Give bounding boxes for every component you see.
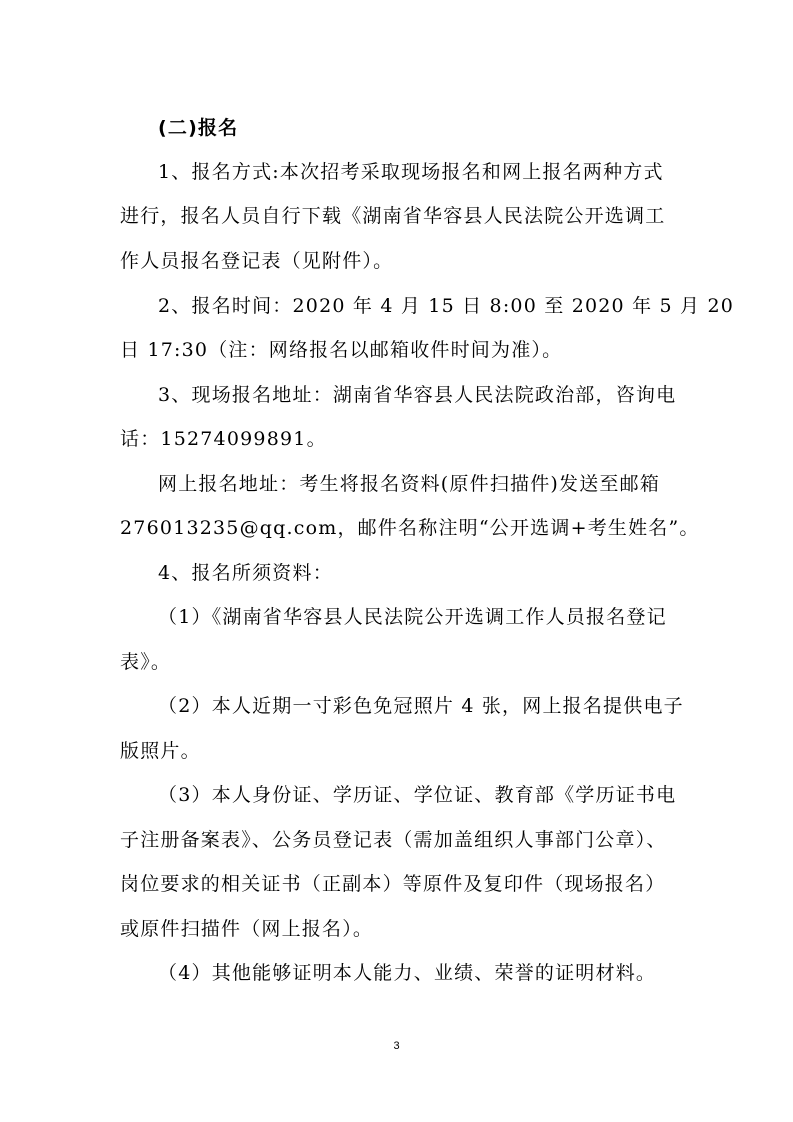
paragraph-line: 网上报名地址：考生将报名资料(原件扫描件)发送至邮箱 [158,473,661,495]
paragraph-line: 子注册备案表》、公务员登记表（需加盖组织人事部门公章）、 [120,829,667,851]
paragraph-line: 进行，报名人员自行下载《湖南省华容县人民法院公开选调工 [120,205,666,227]
paragraph-line: 1、报名方式:本次招考采取现场报名和网上报名两种方式 [158,161,664,183]
page-number: 3 [393,1040,400,1052]
paragraph-line: （1）《湖南省华容县人民法院公开选调工作人员报名登记 [158,606,667,628]
paragraph-line: 276013235@qq.com，邮件名称注明“公开选调+考生姓名”。 [120,517,700,539]
paragraph-line: （3）本人身份证、学历证、学位证、教育部《学历证书电 [158,784,677,806]
paragraph-line: 3、现场报名地址：湖南省华容县人民法院政治部，咨询电 [158,384,677,406]
section-heading: (二)报名 [158,117,239,139]
paragraph-line: 作人员报名登记表（见附件）。 [120,250,394,272]
paragraph-line: （2）本人近期一寸彩色免冠照片 4 张，网上报名提供电子 [158,695,684,717]
paragraph-line: 版照片。 [120,740,201,762]
paragraph-line: （4）其他能够证明本人能力、业绩、荣誉的证明材料。 [158,962,657,984]
paragraph-line: 岗位要求的相关证书（正副本）等原件及复印件（现场报名） [120,873,666,895]
paragraph-line: 表》。 [120,651,172,673]
paragraph-line: 日 17:30（注：网络报名以邮箱收件时间为准）。 [120,339,563,361]
paragraph-line: 2、报名时间：2020 年 4 月 15 日 8:00 至 2020 年 5 月 20 [158,295,735,317]
paragraph-line: 4、报名所须资料： [158,562,333,584]
paragraph-line: 或原件扫描件（网上报名）。 [120,918,374,940]
paragraph-line: 话：15274099891。 [120,428,327,450]
